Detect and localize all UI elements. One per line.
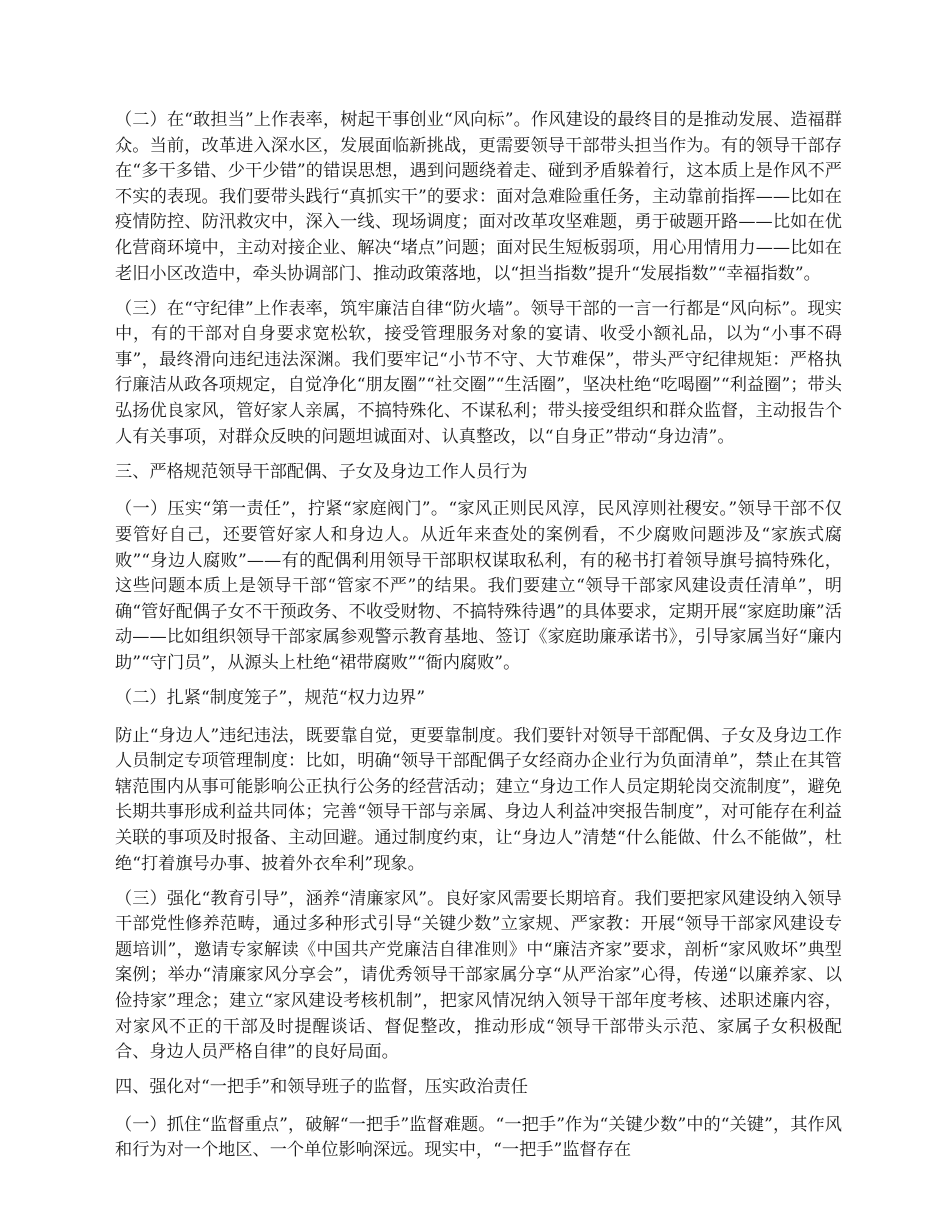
section-heading-three: 三、严格规范领导干部配偶、子女及身边工作人员行为 — [115, 461, 528, 482]
paragraph-dare-to-take-responsibility: （二）在“敢担当”上作表率，树起干事创业“风向标”。作风建设的最终目的是推动发展、造福群众。当前，改革进入深水区，发展面临新挑战，更需要领导干部带头担当作为。有的领导干部存在“多干多错、少干少错”的错误思想，遇到问题绕着走、碰到矛盾躲着行，这本质上是作风不严不实的表现。我们要带头践行“真抓实干”的要求：面对急难险重任务，主动靠前指挥——比如在疫情防控、防汛救灾中，深入一线、现场调度；面对改革攻坚难题，勇于破题开路——比如在优化营商环境中，主动对接企业、解决“堵点”问题；面对民生短板弱项，用心用情用力——比如在老旧小区改造中，牵头协调部门、推动政策落地，以“担当指数”提升“发展指数”“幸福指数”。 — [115, 110, 842, 284]
section-heading-four: 四、强化对“一把手”和领导班子的监督，压实政治责任 — [115, 1077, 528, 1098]
paragraph-observe-discipline: （三）在“守纪律”上作表率，筑牢廉洁自律“防火墙”。领导干部的一言一行都是“风向标”。现实中，有的干部对自身要求宽松软，接受管理服务对象的宴请、收受小额礼品，以为“小事不碍事”，最终滑向违纪违法深渊。我们要牢记“小节不守、大节难保”，带头严守纪律规矩：严格执行廉洁从政各项规定，自觉净化“朋友圈”“社交圈”“生活圈”，坚决杜绝“吃喝圈”“利益圈”；带头弘扬优良家风，管好家人亲属，不搞特殊化、不谋私利；带头接受组织和群众监督，主动报告个人有关事项，对群众反映的问题坦诚面对、认真整改，以“自身正”带动“身边清”。 — [115, 298, 842, 447]
document-body — [115, 108, 842, 1174]
subheading-institutional-cage: （二）扎紧“制度笼子”，规范“权力边界” — [115, 687, 426, 708]
paragraph-first-responsibility: （一）压实“第一责任”，拧紧“家庭阀门”。“家风正则民风淳，民风淳则社稷安。”领导干部不仅要管好自己，还要管好家人和身边人。从近年来查处的案例看，不少腐败问题涉及“家族式腐败”“身边人腐败”——有的配偶利用领导干部职权谋取私利，有的秘书打着领导旗号搞特殊化，这些问题本质上是领导干部“管家不严”的结果。我们要建立“领导干部家风建设责任清单”，明确“管好配偶子女不干预政务、不收受财物、不搞特殊待遇”的具体要求，定期开展“家庭助廉”活动——比如组织领导干部家属参观警示教育基地、签订《家庭助廉承诺书》，引导家属当好“廉内助”“守门员”，从源头上杜绝“裙带腐败”“衙内腐败”。 — [115, 499, 842, 673]
paragraph-education-guidance: （三）强化“教育引导”，涵养“清廉家风”。良好家风需要长期培育。我们要把家风建设纳入领导干部党性修养范畴，通过多种形式引导“关键少数”立家规、严家教：开展“领导干部家风建设专题培训”，邀请专家解读《中国共产党廉洁自律准则》中“廉洁齐家”要求，剖析“家风败坏”典型案例；举办“清廉家风分享会”，请优秀领导干部家属分享“从严治家”心得，传递“以廉养家、以俭持家”理念；建立“家风建设考核机制”，把家风情况纳入领导干部年度考核、述职述廉内容，对家风不正的干部及时提醒谈话、督促整改，推动形成“领导干部带头示范、家属子女积极配合、身边人员严格自律”的良好局面。 — [115, 888, 842, 1063]
paragraph-prevent-violations: 防止“身边人”违纪违法，既要靠自觉，更要靠制度。我们要针对领导干部配偶、子女及身边工作人员制定专项管理制度：比如，明确“领导干部配偶子女经商办企业行为负面清单”，禁止在其管辖范围内从事可能影响公正执行公务的经营活动；建立“身边工作人员定期轮岗交流制度”，避免长期共事形成利益共同体；完善“领导干部与亲属、身边人利益冲突报告制度”，对可能存在利益关联的事项及时报备、主动回避。通过制度约束，让“身边人”清楚“什么能做、什么不能做”，杜绝“打着旗号办事、披着外衣牟利”现象。 — [115, 725, 842, 874]
paragraph-supervision-focus: （一）抓住“监督重点”，破解“一把手”监督难题。“一把手”作为“关键少数”中的“关键”，其作风和行为对一个地区、一个单位影响深远。现实中，“一把手”监督存在 — [115, 1114, 842, 1161]
